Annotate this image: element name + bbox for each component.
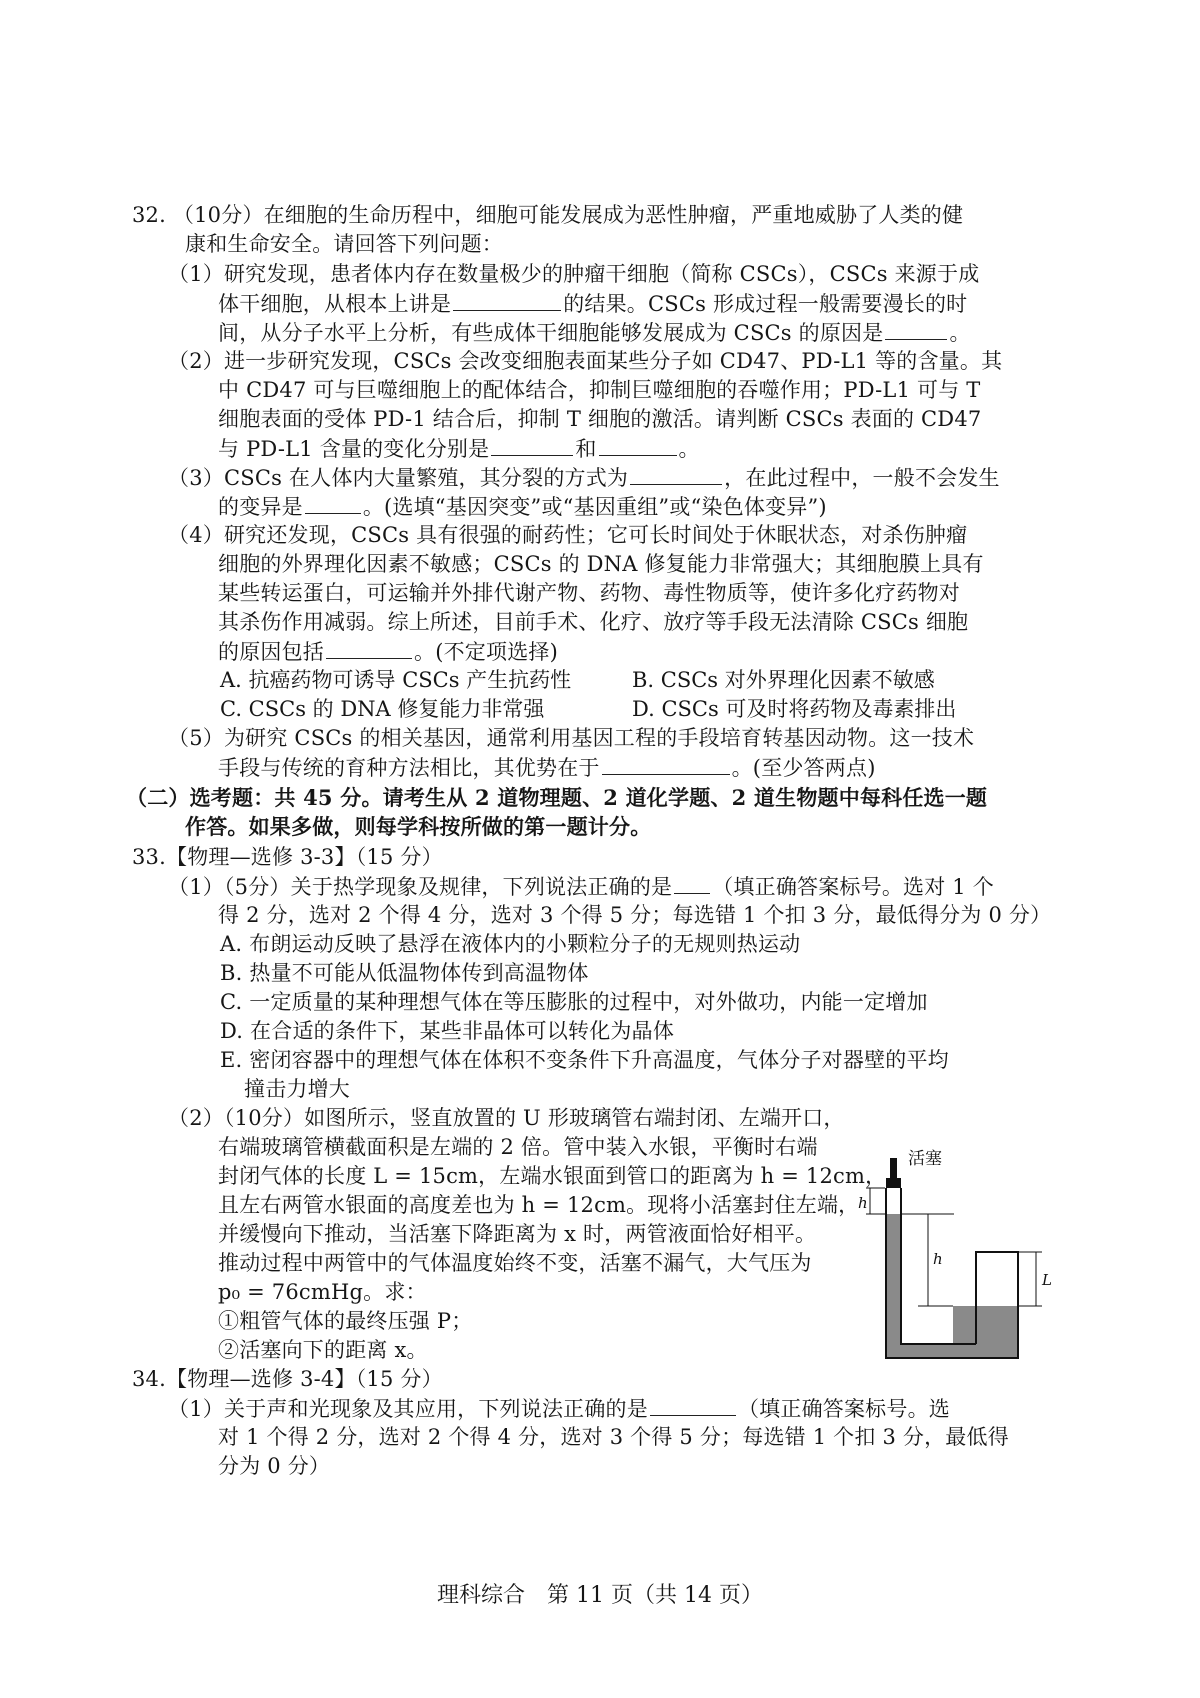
q32-option-c: C. CSCs 的 DNA 修复能力非常强 [220,697,545,721]
q32-p5-line-b [218,752,876,783]
q32-p1-line-a: （1）研究发现，患者体内存在数量极少的肿瘤干细胞（简称 CSCs），CSCs 来源于成 [168,262,980,286]
text: ，在此过程中，一般不会发生 [724,466,1000,490]
q32-p4-line-d: 其杀伤作用减弱。综上所述，目前手术、化疗、放疗等手段无法清除 CSCs 细胞 [218,610,969,634]
text: 。(选填“基因突变”或“基因重组”或“染色体变异”) [362,495,827,519]
q33-s2-line-f: 推动过程中两管中的气体温度始终不变，活塞不漏气，大气压为 [218,1251,812,1275]
answer-blank[interactable] [491,433,573,456]
answer-blank[interactable] [885,317,947,340]
text: （3）CSCs 在人体内大量繁殖，其分裂的方式为 [168,466,629,490]
piston-rod [890,1158,897,1178]
q32-p4-line-e [218,636,558,667]
q33-title: 33.【物理—选修 3-3】（15 分） [132,845,443,869]
answer-blank[interactable] [602,752,730,775]
text: 。(不定项选择) [414,640,558,664]
q33-option-e-line-1: E. 密闭容器中的理想气体在体积不变条件下升高温度，气体分子对器壁的平均 [220,1048,949,1072]
text: 。 [678,437,700,461]
q33-s2-line-a: （2）（10分）如图所示，竖直放置的 U 形玻璃管右端封闭、左端开口， [168,1106,845,1130]
q32-p2-line-c: 细胞表面的受体 PD-1 结合后，抑制 T 细胞的激活。请判断 CSCs 表面的 CD47 [218,407,982,431]
text: （1）关于声和光现象及其应用，下列说法正确的是 [168,1397,648,1421]
q32-p2-line-a: （2）进一步研究发现，CSCs 会改变细胞表面某些分子如 CD47、PD-L1 等的含量。其 [168,349,1003,373]
q34-s1-line-a [168,1393,950,1424]
text: 。(至少答两点) [731,756,876,780]
answer-blank[interactable] [630,462,722,485]
q32-p1-line-c [218,317,971,348]
q32-line-2: 康和生命安全。请回答下列问题： [185,232,503,256]
q34-title: 34.【物理—选修 3-4】（15 分） [132,1367,443,1391]
q33-s2-line-g: p₀ = 76cmHg。求： [218,1280,427,1304]
q32-p2-line-d [218,433,700,464]
piston-label: 活塞 [908,1149,942,1169]
text: 与 PD-L1 含量的变化分别是 [218,437,490,461]
q33-option-a: A. 布朗运动反映了悬浮在液体内的小颗粒分子的无规则热运动 [220,932,801,956]
label-l: L [1042,1271,1052,1289]
text: 间，从分子水平上分析，有些成体干细胞能够发展成为 CSCs 的原因是 [218,321,884,345]
text: 的结果。CSCs 形成过程一般需要漫长的时 [563,292,968,316]
answer-blank[interactable] [650,1393,736,1416]
q32-option-a: A. 抗癌药物可诱导 CSCs 产生抗药性 [220,668,572,692]
mercury-right-wide [976,1306,1018,1358]
text: （填正确答案标号。选 [737,1397,950,1421]
q32-p4-line-a: （4）研究还发现，CSCs 具有很强的耐药性；它可长时间处于休眠状态，对杀伤肿瘤 [168,523,968,547]
label-h1: h [858,1194,868,1212]
text: 和 [575,437,597,461]
text: （填正确答案标号。选对 1 个 [712,875,994,899]
text: 的变异是 [218,495,303,519]
q33-s2-line-i: ②活塞向下的距离 x。 [218,1338,428,1362]
page-footer: 理科综合 第 11 页（共 14 页） [437,1583,763,1608]
u-tube-figure [858,1140,1058,1376]
q33-s2-line-c: 封闭气体的长度 L = 15cm，左端水银面到管口的距离为 h = 12cm， [218,1164,887,1188]
q33-s2-line-h: ①粗管气体的最终压强 P； [218,1309,473,1333]
section-2-line-2: 作答。如果多做，则每学科按所做的第一题计分。 [185,814,652,839]
q33-s1-line-a [168,871,994,902]
answer-blank[interactable] [326,636,412,659]
label-h2: h [933,1250,943,1268]
text: （1）（5分）关于热学现象及规律，下列说法正确的是 [168,875,673,899]
answer-blank[interactable] [674,871,710,894]
q33-option-d: D. 在合适的条件下，某些非晶体可以转化为晶体 [220,1019,675,1043]
q32-option-d: D. CSCs 可及时将药物及毒素排出 [632,697,957,721]
text: 的原因包括 [218,640,324,664]
q32-p2-line-b: 中 CD47 可与巨噬细胞上的配体结合，抑制巨噬细胞的吞噬作用；PD-L1 可与 T [218,378,981,402]
q33-s2-line-e: 并缓慢向下推动，当活塞下降距离为 x 时，两管液面恰好相平。 [218,1222,817,1246]
answer-blank[interactable] [453,288,561,311]
q34-s1-line-b: 对 1 个得 2 分，选对 2 个得 4 分，选对 3 个得 5 分；每选错 1 个扣 3 分，最低得 [218,1425,1009,1449]
piston-icon [886,1178,901,1188]
text: 体干细胞，从根本上讲是 [218,292,452,316]
q32-p5-line-a: （5）为研究 CSCs 的相关基因，通常利用基因工程的手段培育转基因动物。这一技术 [168,726,975,750]
q33-option-b: B. 热量不可能从低温物体传到高温物体 [220,961,589,985]
q34-s1-line-c: 分为 0 分） [218,1454,331,1478]
q33-s2-line-b: 右端玻璃管横截面积是左端的 2 倍。管中装入水银，平衡时右端 [218,1135,818,1159]
q32-line-1: 32. （10分）在细胞的生命历程中，细胞可能发展成为恶性肿瘤，严重地威胁了人类的健 [132,203,964,227]
q32-p1-line-b [218,288,967,319]
q32-p4-line-c: 某些转运蛋白，可运输并外排代谢产物、药物、毒性物质等，使许多化疗药物对 [218,581,960,605]
q33-s1-line-b: 得 2 分，选对 2 个得 4 分，选对 3 个得 5 分；每选错 1 个扣 3 分，最低得分为 0 分） [218,903,1052,927]
q32-p3-line-a [168,462,1000,493]
text: 手段与传统的育种方法相比，其优势在于 [218,756,600,780]
q33-option-c: C. 一定质量的某种理想气体在等压膨胀的过程中，对外做功，内能一定增加 [220,990,928,1014]
q33-option-e-line-2: 撞击力增大 [244,1077,350,1101]
mercury-right [953,1306,976,1358]
q32-p4-line-b: 细胞的外界理化因素不敏感；CSCs 的 DNA 修复能力非常强大；其细胞膜上具有 [218,552,984,576]
text: 。 [949,321,971,345]
q32-p3-line-b [218,491,827,522]
answer-blank[interactable] [599,433,677,456]
section-2-line-1: （二）选考题：共 45 分。请考生从 2 道物理题、2 道化学题、2 道生物题中每科任选一题 [126,785,988,810]
q32-option-b: B. CSCs 对外界理化因素不敏感 [632,668,935,692]
q33-s2-line-d: 且左右两管水银面的高度差也为 h = 12cm。现将小活塞封住左端， [218,1193,860,1217]
answer-blank[interactable] [305,491,361,514]
